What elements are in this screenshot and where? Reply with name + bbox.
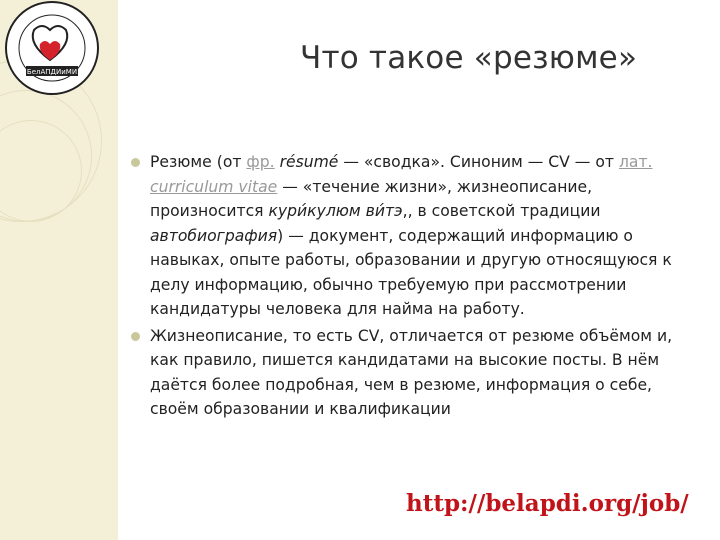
term-autobiography: автобиография — [150, 226, 278, 245]
text: ) — документ, содержащий информацию о навыках, опыте работы, образовании и другую относящуюся к делу информацию, обычно требуемую при рассмотрении кандидатуры человека для найма на работу. — [150, 226, 672, 318]
logo-center-text: БелАПДИиМИ — [26, 68, 78, 76]
slide-title: Что такое «резюме» — [300, 40, 638, 76]
bullet-icon — [131, 332, 140, 341]
text: Резюме (от — [150, 153, 247, 171]
link-fr[interactable]: фр. — [246, 153, 275, 171]
term-pronunciation: кури́кулюм ви́тэ — [268, 202, 403, 220]
text: ,, в советской традиции — [402, 202, 601, 220]
term-resume: résumé — [279, 153, 339, 171]
bullet-item-cv-difference — [150, 324, 695, 422]
link-curriculum-vitae[interactable]: curriculum vitae — [150, 177, 278, 196]
bullet-item-resume-definition — [150, 150, 695, 322]
text: — «течение жизни», жизнеописание, произносится — [150, 177, 593, 220]
association-logo — [0, 0, 110, 100]
website-url[interactable]: http://belapdi.org/job/ — [406, 490, 689, 517]
text: — «сводка». Синоним — CV — от — [338, 153, 619, 171]
slide-content — [150, 150, 695, 424]
bullet-icon — [131, 158, 140, 167]
text: Жизнеописание, то есть CV, отличается от резюме объёмом и, как правило, пишется кандидатами на высокие посты. В нём даётся более подробная, чем в резюме, информация о себе, своём образовании и квалификации — [150, 326, 673, 418]
link-lat[interactable]: лат. — [618, 153, 653, 171]
